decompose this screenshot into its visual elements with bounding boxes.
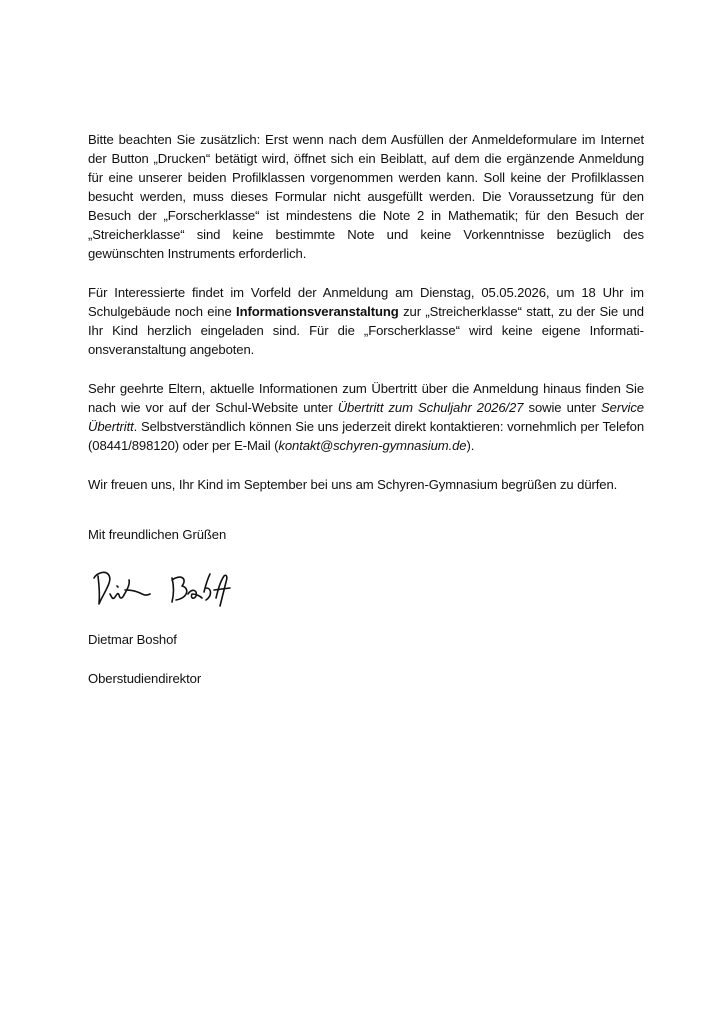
handwritten-signature (88, 564, 268, 614)
paragraph-profile-classes: Bitte beachten Sie zusätzlich: Erst wenn nach dem Ausfüllen der Anmeldeformulare im Internet der Button „Drucken“ betätigt wird, öffnet sich ein Beiblatt, auf dem die ergänzende Anmeldung für eine unserer beiden Profilklassen vorgenommen werden kann. Soll keine der Profilklassen besucht werden, muss dieses Formular nicht ausgefüllt werden. Die Voraussetzung für den Besuch der „Forscherklasse“ ist mindestens die Note 2 in Mathematik; für den Besuch der „Streicherklasse“ sind keine bestimmte Note und keine Vorkenntnisse bezüglich des gewünschten Instruments erforderlich. (88, 132, 644, 261)
contact-text-3: . Selbstverständlich können Sie uns jederzeit direkt kontaktieren: vornehmlich per Telefon (08441/898120) oder per E-Mail ( (88, 419, 644, 453)
info-event-highlight: Informationsveranstaltung (236, 304, 399, 319)
contact-text-1: Sehr geehrte Eltern, aktuelle Informationen zum Übertritt über die Anmeldung hinaus finden Sie nach wie vor auf der Schul-Website unter (88, 381, 644, 415)
website-section-service: Service Übertritt (88, 400, 644, 434)
info-event-text-end: zur „Streicherklasse“ statt, zu der Sie und Ihr Kind herzlich eingeladen sind. Für die „Forscherklasse“ wird keine eigene Informationsveranstaltung angeboten. (88, 304, 644, 357)
paragraph-contact (88, 379, 644, 455)
signature-drawing (88, 564, 268, 614)
contact-email: kontakt@schyren-gymnasium.de (278, 438, 467, 453)
contact-text-4: ). (466, 438, 475, 453)
letter-body (88, 130, 644, 708)
sender-title: Oberstudiendirektor (88, 671, 202, 686)
paragraph-welcome: Wir freuen uns, Ihr Kind im September bei uns am Schyren-Gymnasium begrüßen zu dürfen. (88, 477, 618, 492)
sender-name: Dietmar Boshof (88, 632, 177, 647)
info-event-text-start: Für Interessierte findet im Vorfeld der Anmeldung am Dienstag, 05.05.2026, um 18 Uhr im Schulgebäude noch eine (88, 285, 644, 319)
closing-greeting: Mit freundlichen Grüßen (88, 527, 227, 542)
website-section-transition: Übertritt zum Schuljahr 2026/27 (337, 400, 524, 415)
paragraph-info-event (88, 283, 644, 359)
contact-text-2: sowie unter (523, 400, 602, 415)
